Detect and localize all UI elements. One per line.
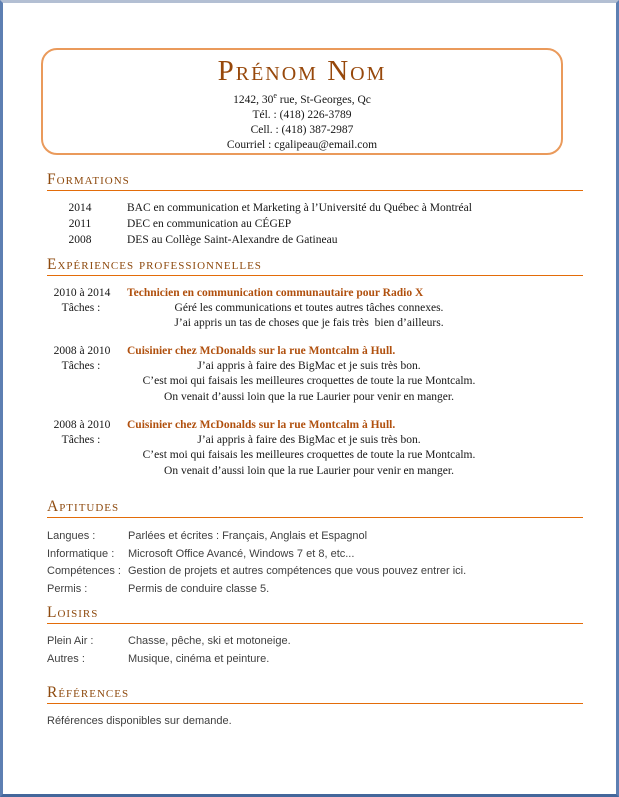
tasks-list [113, 301, 505, 332]
header-identity-box [41, 48, 563, 155]
section-references [47, 684, 583, 727]
experience-entry [47, 344, 583, 405]
task-line: C’est moi qui faisais les meilleures croquettes de toute la rue Montcalm. [142, 449, 476, 462]
task-line: J’ai appris un tas de choses que je fais très bien d’ailleurs. [174, 316, 444, 329]
formations-list [47, 200, 583, 248]
section-experiences [47, 256, 583, 492]
section-loisirs [47, 604, 583, 668]
task-line: J’ai appris à faire des BigMac et je suis très bon. [197, 433, 421, 446]
formation-text: BAC en communication et Marketing à l’Université du Québec à Montréal [127, 202, 472, 214]
loisir-label: Autres : [47, 652, 85, 665]
aptitudes-heading: Aptitudes [47, 498, 583, 518]
tasks-label: Tâches : [61, 360, 101, 373]
experiences-heading: Expériences professionnelles [47, 256, 583, 276]
formation-text: DEC en communication au CÉGEP [127, 218, 292, 230]
loisir-row [47, 651, 583, 669]
experience-head [47, 418, 583, 433]
contact-email: Courriel : cgalipeau@email.com [226, 138, 378, 151]
aptitude-value: Gestion de projets et autres compétences que vous pouvez entrer ici. [128, 565, 467, 577]
task-line: On venait d’aussi loin que la rue Laurier pour venir en manger. [164, 464, 454, 477]
person-name: Prénom Nom [217, 55, 387, 87]
tasks-label: Tâches : [61, 433, 101, 446]
task-line: On venait d’aussi loin que la rue Laurier pour venir en manger. [164, 390, 454, 403]
aptitude-value: Parlées et écrites : Français, Anglais et Espagnol [128, 530, 368, 542]
formation-row [47, 216, 583, 232]
aptitude-row [47, 581, 583, 599]
tasks-list [113, 433, 505, 479]
aptitude-label: Langues : [47, 530, 96, 542]
tasks-label: Tâches : [61, 301, 101, 314]
aptitude-label: Informatique : [47, 547, 115, 560]
formation-year: 2014 [68, 202, 92, 214]
aptitude-value: Microsoft Office Avancé, Windows 7 et 8, etc... [128, 547, 355, 560]
experience-head [47, 286, 583, 301]
address-ordinal: e [273, 91, 277, 100]
experiences-list [47, 286, 583, 479]
task-line: J’ai appris à faire des BigMac et je suis très bon. [197, 360, 421, 373]
aptitude-row [47, 546, 583, 564]
experience-period: 2008 à 2010 [53, 345, 111, 358]
address-main: 1242, 30 [233, 93, 274, 106]
aptitudes-list [47, 528, 583, 598]
loisir-value: Musique, cinéma et peinture. [128, 652, 270, 665]
task-line: Géré les communications et toutes autres tâches connexes. [174, 301, 444, 314]
contact-cell: Cell. : (418) 387-2987 [250, 123, 354, 136]
references-heading: Références [47, 684, 583, 704]
tasks-list [113, 359, 505, 405]
experience-title: Cuisinier chez McDonalds sur la rue Montcalm à Hull. [127, 418, 396, 431]
formations-heading: Formations [47, 171, 583, 191]
experience-period: 2008 à 2010 [53, 418, 111, 431]
loisirs-heading: Loisirs [47, 604, 583, 624]
formation-text: DES au Collège Saint-Alexandre de Gatineau [127, 234, 338, 246]
loisir-value: Chasse, pêche, ski et motoneige. [128, 635, 291, 647]
experience-title: Cuisinier chez McDonalds sur la rue Montcalm à Hull. [127, 345, 396, 358]
experience-title: Technicien en communication communautaire pour Radio X [127, 286, 424, 299]
experience-body [47, 301, 583, 332]
aptitude-label: Permis : [47, 582, 88, 595]
experience-entry [47, 418, 583, 479]
formation-row [47, 232, 583, 248]
section-aptitudes [47, 498, 583, 598]
contact-phone: Tél. : (418) 226-3789 [252, 108, 352, 121]
formation-row [47, 200, 583, 216]
contact-address [43, 88, 561, 108]
references-note: Références disponibles sur demande. [47, 715, 232, 727]
aptitude-row [47, 563, 583, 581]
experience-period: 2010 à 2014 [53, 286, 111, 299]
formation-year: 2011 [68, 218, 92, 230]
address-rest: rue, St-Georges, Qc [276, 93, 371, 106]
aptitude-label: Compétences : [47, 565, 121, 577]
loisirs-list [47, 633, 583, 668]
aptitude-row [47, 528, 583, 546]
experience-body [47, 359, 583, 405]
loisir-row [47, 633, 583, 651]
aptitude-value: Permis de conduire classe 5. [128, 582, 270, 595]
loisir-label: Plein Air : [47, 635, 94, 647]
experience-entry [47, 286, 583, 332]
task-line: C’est moi qui faisais les meilleures croquettes de toute la rue Montcalm. [142, 375, 476, 388]
formation-year: 2008 [68, 234, 92, 246]
section-formations [47, 171, 583, 248]
experience-body [47, 433, 583, 479]
experience-head [47, 344, 583, 359]
